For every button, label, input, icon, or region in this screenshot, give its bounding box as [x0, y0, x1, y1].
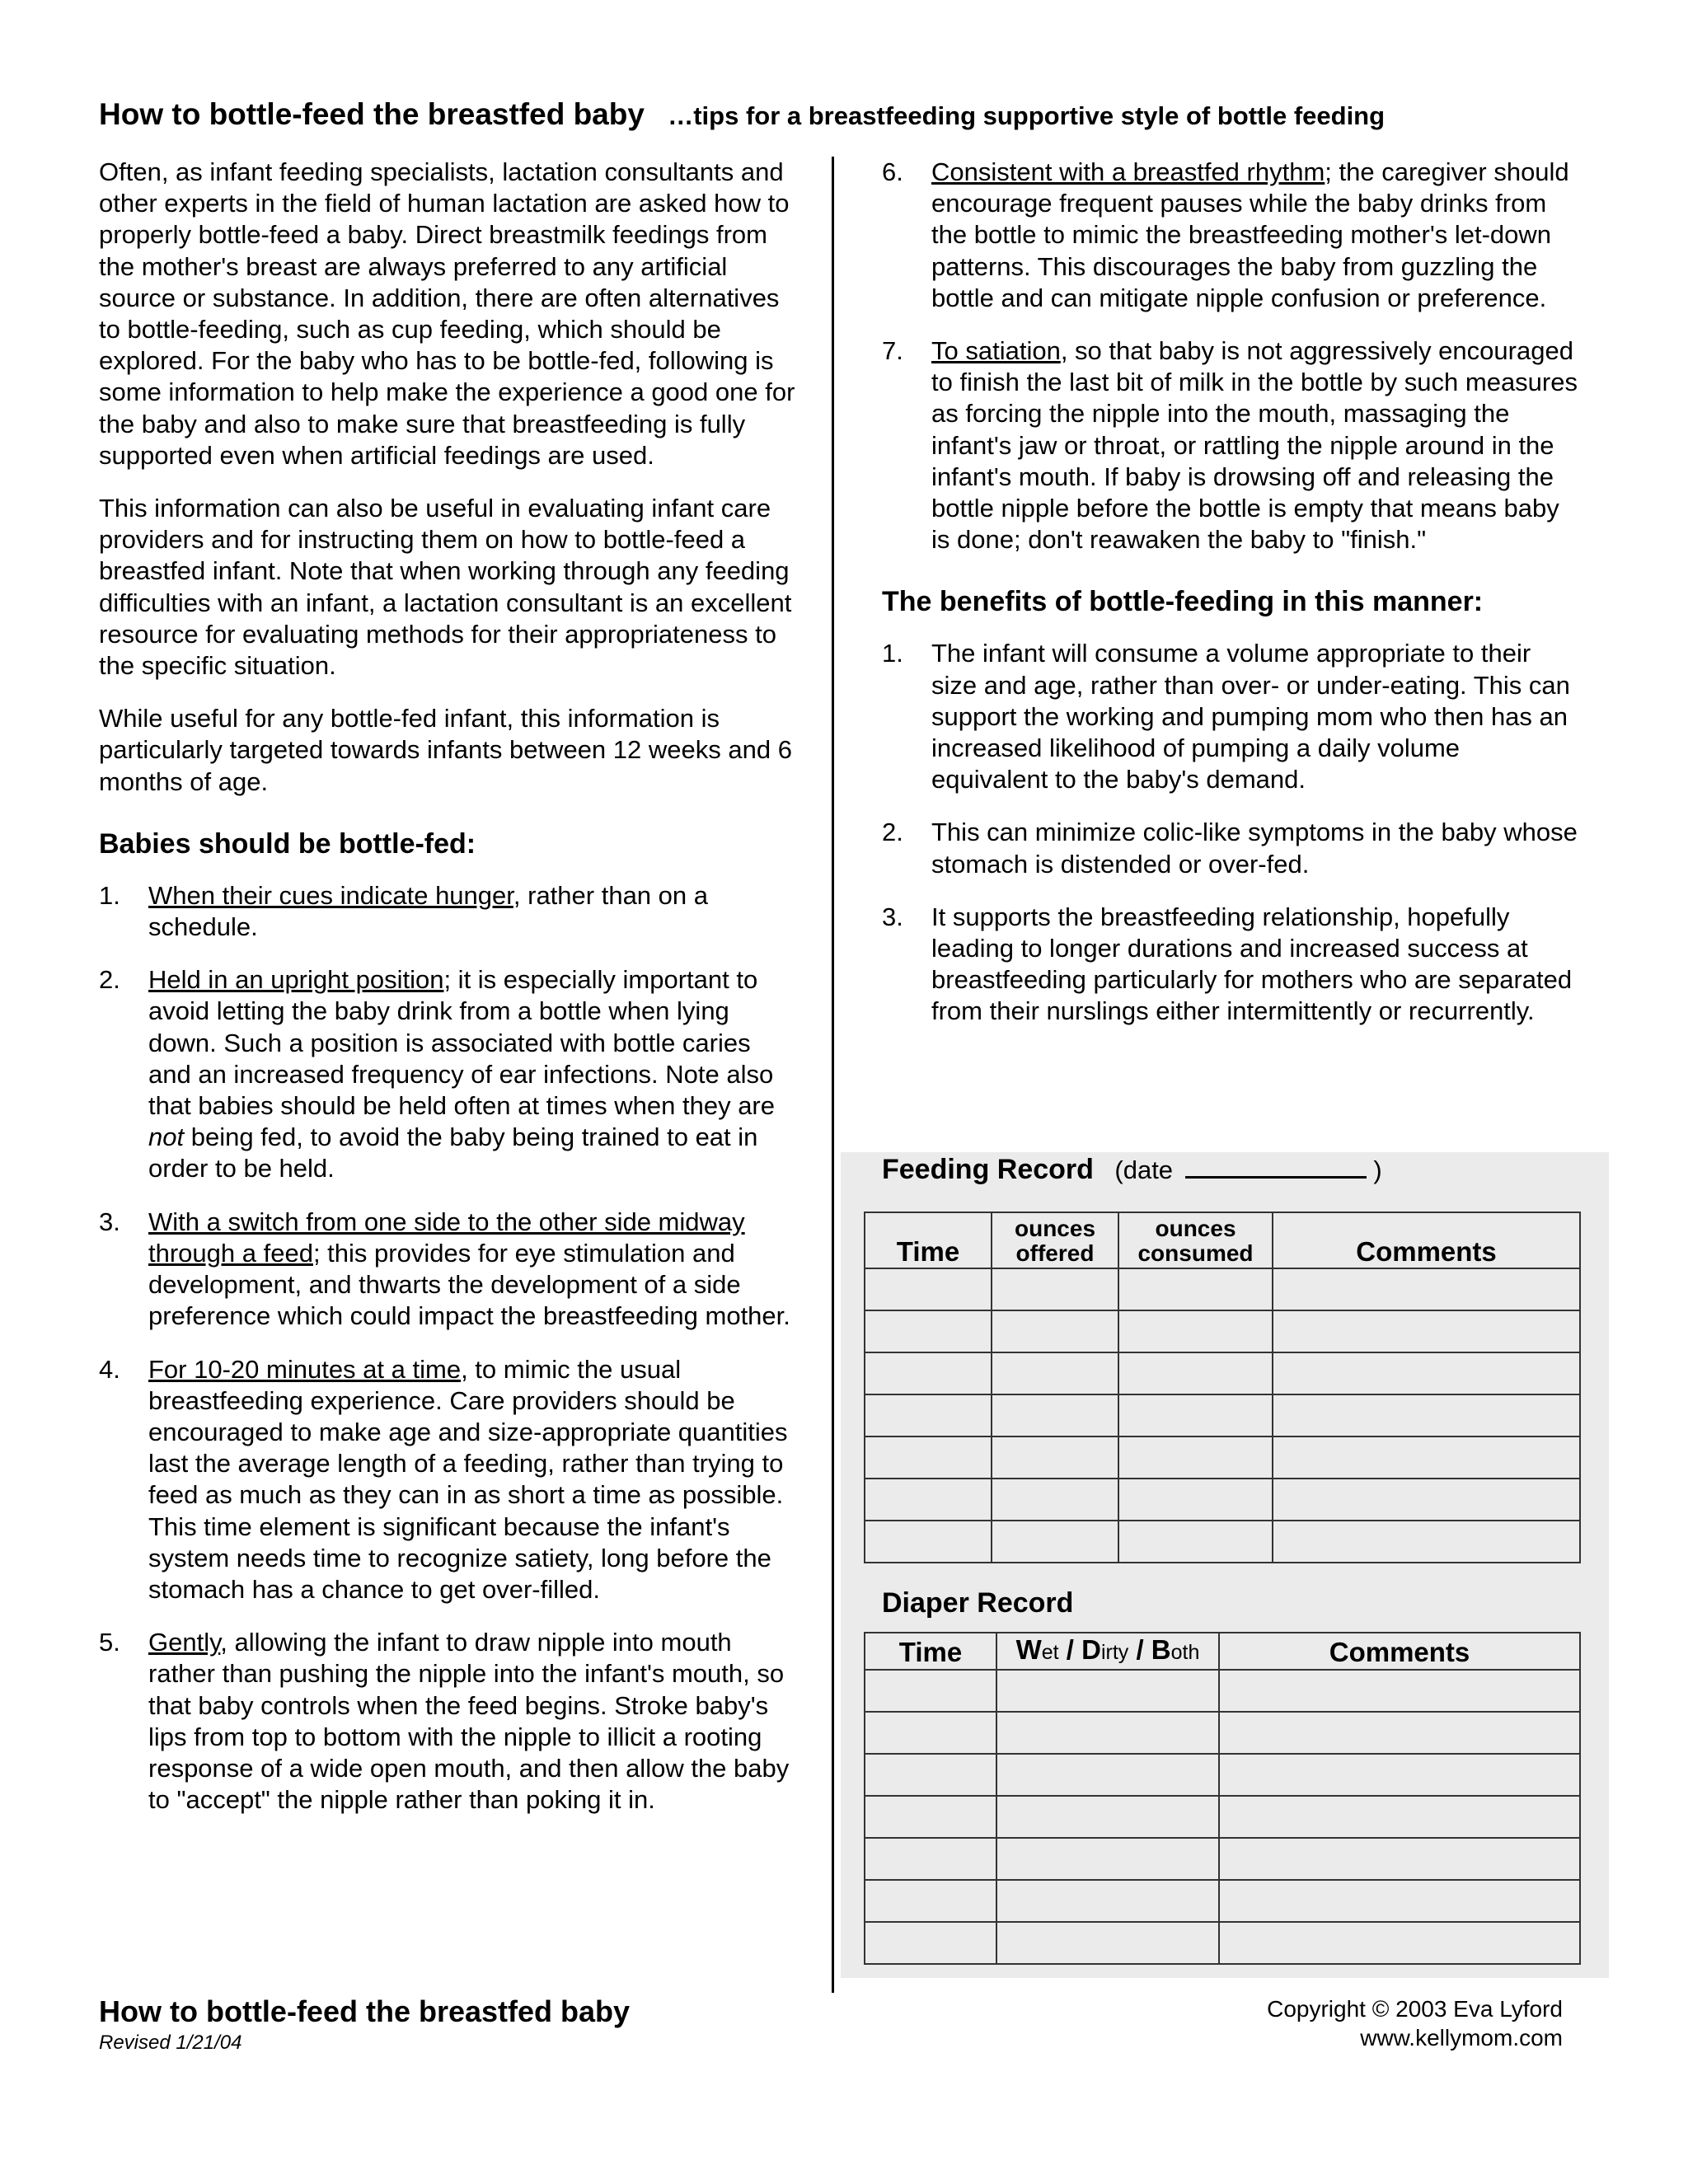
cell[interactable] [1219, 1754, 1580, 1796]
cell[interactable] [1273, 1436, 1580, 1479]
cell[interactable] [1219, 1796, 1580, 1838]
header-suffix: irty [1100, 1641, 1129, 1664]
cell[interactable] [992, 1268, 1118, 1310]
cell[interactable] [1219, 1922, 1580, 1964]
date-label-open: (date [1114, 1155, 1174, 1184]
cell[interactable] [996, 1922, 1219, 1964]
babies-list-continued [882, 157, 1582, 555]
list-item [882, 157, 1582, 314]
cell[interactable] [1118, 1310, 1273, 1352]
cell[interactable] [1273, 1479, 1580, 1521]
item-text: This can minimize colic-like symptoms in the baby whose stomach is distended or over-fed. [931, 818, 1578, 879]
col-time-header: Time [865, 1633, 996, 1670]
item-lead: With a switch from one side to the other side midway through a feed [148, 1207, 745, 1268]
cell[interactable] [992, 1521, 1118, 1563]
cell[interactable] [1273, 1521, 1580, 1563]
cell[interactable] [996, 1754, 1219, 1796]
header-line: offered [1015, 1240, 1095, 1266]
intro-paragraph-1: Often, as infant feeding specialists, lactation consultants and other experts in the field of human lactation are asked how to properly bottle-feed a baby. Direct breastmilk feedings from the mother's breast are always preferred to any artificial source or substance. In addition, there are often alternatives to bottle-feeding, such as cup feeding, which should be explored. For the baby who has to be bottle-fed, following is some information to help make the experience a good one for the baby and also to make sure that breastfeeding is fully supported even when artificial feedings are used. [99, 157, 795, 470]
item-lead: Held in an upright position [148, 965, 444, 995]
list-number: 1. [99, 880, 120, 910]
list-number: 7. [882, 336, 903, 366]
item-lead: When their cues indicate hunger [148, 880, 513, 910]
item-text: , allowing the infant to draw nipple into mouth rather than pushing the nipple into the infant's mouth, so that baby controls when the feed begins. Stroke baby's lips from top to bottom with the nipple to illicit a rooting response of a wide open mouth, and then allow the baby to "accept" the nipple rather than poking it in. [148, 1628, 790, 1815]
header-letter: D [1081, 1634, 1101, 1665]
copyright-text: Copyright © 2003 Eva Lyford [1267, 1996, 1563, 2022]
feeding-record-title-line [882, 1154, 1382, 1186]
cell[interactable] [992, 1352, 1118, 1394]
item-lead: Consistent with a breastfed rhythm [931, 157, 1325, 186]
cell[interactable] [996, 1712, 1219, 1754]
cell[interactable] [1273, 1310, 1580, 1352]
intro-paragraph-3: While useful for any bottle-fed infant, this information is particularly targeted towards infants between 12 weeks and 6 months of age. [99, 704, 792, 796]
list-item [99, 1627, 799, 1816]
cell[interactable] [996, 1880, 1219, 1922]
col-comments-header: Comments [1273, 1212, 1580, 1268]
table-row [865, 1521, 1580, 1563]
website-link[interactable]: www.kellymom.com [1360, 2025, 1563, 2050]
page-subtitle: …tips for a breastfeeding supportive style of bottle feeding [668, 101, 1386, 130]
feeding-date-label [1114, 1155, 1381, 1184]
header-line: ounces [1014, 1216, 1096, 1241]
table-row [865, 1838, 1580, 1880]
right-column [882, 157, 1582, 1049]
item-text: ; the caregiver should encourage frequent pauses while the baby drinks from the bottle to mimic the breastfeeding mother's let-down patterns. This discourages the baby from guzzling the bottle and can mitigate nipple confusion or preference. [931, 157, 1569, 312]
cell[interactable] [1118, 1352, 1273, 1394]
header-line: consumed [1137, 1240, 1254, 1266]
item-lead: For 10-20 minutes at a time [148, 1354, 462, 1384]
table-row [865, 1670, 1580, 1712]
header-separator: / [1128, 1634, 1151, 1665]
date-blank-field[interactable] [1185, 1155, 1367, 1179]
left-column [99, 157, 799, 1837]
cell[interactable] [865, 1310, 992, 1352]
list-number: 3. [99, 1207, 120, 1236]
col-consumed-header [1118, 1212, 1273, 1268]
cell[interactable] [996, 1796, 1219, 1838]
babies-heading: Babies should be bottle-fed: [99, 827, 476, 860]
cell[interactable] [996, 1838, 1219, 1880]
list-item [882, 335, 1582, 555]
diaper-record-title: Diaper Record [882, 1587, 1074, 1619]
feeding-record-table [864, 1212, 1581, 1563]
list-number: 3. [882, 902, 903, 931]
cell[interactable] [1219, 1880, 1580, 1922]
table-row [865, 1922, 1580, 1964]
cell[interactable] [996, 1670, 1219, 1712]
cell[interactable] [865, 1754, 996, 1796]
page-title: How to bottle-feed the breastfed baby [99, 97, 645, 131]
col-comments-header: Comments [1219, 1633, 1580, 1670]
cell[interactable] [1118, 1268, 1273, 1310]
cell[interactable] [865, 1880, 996, 1922]
footer-copyright-block [1267, 1994, 1563, 2052]
column-divider [832, 157, 834, 1993]
item-text: , to mimic the usual breastfeeding experience. Care providers should be encouraged to make age and size-appropriate quantities last the average length of a feeding, rather than trying to feed as much as they can in as short a time as possible. This time element is significant because the infant's system needs time to recognize satiety, long before the stomach has a chance to get over-filled. [148, 1354, 788, 1604]
cell[interactable] [865, 1670, 996, 1712]
table-row [865, 1352, 1580, 1394]
diaper-record-title-line [882, 1587, 1073, 1619]
table-row [865, 1479, 1580, 1521]
item-text: It supports the breastfeeding relationship, hopefully leading to longer durations and increased success at breastfeeding particularly for mothers who are separated from their nurslings either intermittently or recurrently. [931, 902, 1573, 1026]
list-item [99, 1207, 799, 1333]
cell[interactable] [865, 1838, 996, 1880]
cell[interactable] [992, 1394, 1118, 1436]
col-time-header: Time [865, 1212, 992, 1268]
header-letter: W [1015, 1634, 1042, 1665]
list-item [882, 902, 1582, 1028]
cell[interactable] [1118, 1521, 1273, 1563]
cell[interactable] [865, 1352, 992, 1394]
header-suffix: oth [1170, 1641, 1200, 1664]
list-item [99, 964, 799, 1184]
col-offered-header [992, 1212, 1118, 1268]
cell[interactable] [1118, 1479, 1273, 1521]
item-text: being fed, to avoid the baby being trained to eat in order to be held. [148, 1122, 758, 1183]
item-emphasis: not [148, 1122, 185, 1152]
table-row [865, 1712, 1580, 1754]
cell[interactable] [1219, 1670, 1580, 1712]
table-row [865, 1436, 1580, 1479]
cell[interactable] [865, 1436, 992, 1479]
item-text: The infant will consume a volume appropriate to their size and age, rather than over- or under-eating. This can support the working and pumping mom who then has an increased likelihood of pumping a daily volume equivalent to the baby's demand. [931, 639, 1570, 794]
cell[interactable] [865, 1796, 996, 1838]
cell[interactable] [1219, 1712, 1580, 1754]
item-text: ; it is especially important to avoid letting the baby drink from a bottle when lying down. Such a position is associated with bottle caries and an increased frequency of ear infections. Note also that babies should be held often at times when they are [148, 965, 775, 1121]
footer-revised: Revised 1/21/04 [99, 2032, 242, 2054]
cell[interactable] [1273, 1394, 1580, 1436]
item-text: , so that baby is not aggressively encouraged to finish the last bit of milk in the bottle by such measures as forcing the nipple into the mouth, massaging the infant's jaw or throat, or rattling the nipple around in the infant's mouth. If baby is drowsing off and releasing the bottle nipple before the bottle is empty that means baby is done; don't reawaken the baby to "finish." [931, 336, 1578, 555]
cell[interactable] [865, 1922, 996, 1964]
header-separator: / [1058, 1634, 1082, 1665]
list-item [99, 880, 799, 943]
cell[interactable] [992, 1310, 1118, 1352]
header-line: ounces [1155, 1216, 1236, 1241]
item-lead: To satiation [931, 336, 1061, 366]
cell[interactable] [865, 1394, 992, 1436]
header-suffix: et [1041, 1641, 1059, 1664]
intro-paragraph-2: This information can also be useful in evaluating infant care providers and for instructing them on how to bottle-feed a breastfed infant. Note that when working through any feeding difficulties with an infant, a lactation consultant is an excellent resource for evaluating methods for their appropriateness to the specific situation. [99, 494, 792, 681]
table-row [865, 1880, 1580, 1922]
item-text: , rather than on a schedule. [148, 880, 708, 942]
babies-list [99, 880, 799, 1816]
list-item [882, 638, 1582, 795]
footer-title: How to bottle-feed the breastfed baby [99, 1994, 631, 2028]
cell[interactable] [1273, 1268, 1580, 1310]
list-number: 2. [99, 965, 120, 995]
table-row [865, 1394, 1580, 1436]
list-number: 1. [882, 639, 903, 668]
list-item [99, 1354, 799, 1606]
cell[interactable] [1118, 1436, 1273, 1479]
header-letter: B [1151, 1634, 1171, 1665]
date-label-close: ) [1373, 1155, 1382, 1184]
cell[interactable] [865, 1268, 992, 1310]
cell[interactable] [865, 1712, 996, 1754]
cell[interactable] [992, 1436, 1118, 1479]
benefits-list [882, 638, 1582, 1027]
page-title-line [99, 97, 1385, 132]
cell[interactable] [865, 1521, 992, 1563]
table-row [865, 1310, 1580, 1352]
table-row [865, 1754, 1580, 1796]
list-number: 6. [882, 157, 903, 186]
diaper-record-table [864, 1632, 1581, 1965]
col-wet-dirty-both-header [996, 1633, 1219, 1670]
benefits-heading: The benefits of bottle-feeding in this manner: [882, 586, 1484, 618]
cell[interactable] [865, 1479, 992, 1521]
list-number: 5. [99, 1628, 120, 1657]
list-number: 2. [882, 818, 903, 847]
item-lead: Gently [148, 1628, 221, 1657]
cell[interactable] [992, 1479, 1118, 1521]
item-text: ; this provides for eye stimulation and development, and thwarts the development of a side preference which could impact the breastfeeding mother. [148, 1238, 790, 1331]
feeding-record-title: Feeding Record [882, 1154, 1094, 1185]
table-row [865, 1268, 1580, 1310]
table-row [865, 1796, 1580, 1838]
list-number: 4. [99, 1354, 120, 1384]
cell[interactable] [1118, 1394, 1273, 1436]
list-item [882, 817, 1582, 879]
cell[interactable] [1219, 1838, 1580, 1880]
cell[interactable] [1273, 1352, 1580, 1394]
